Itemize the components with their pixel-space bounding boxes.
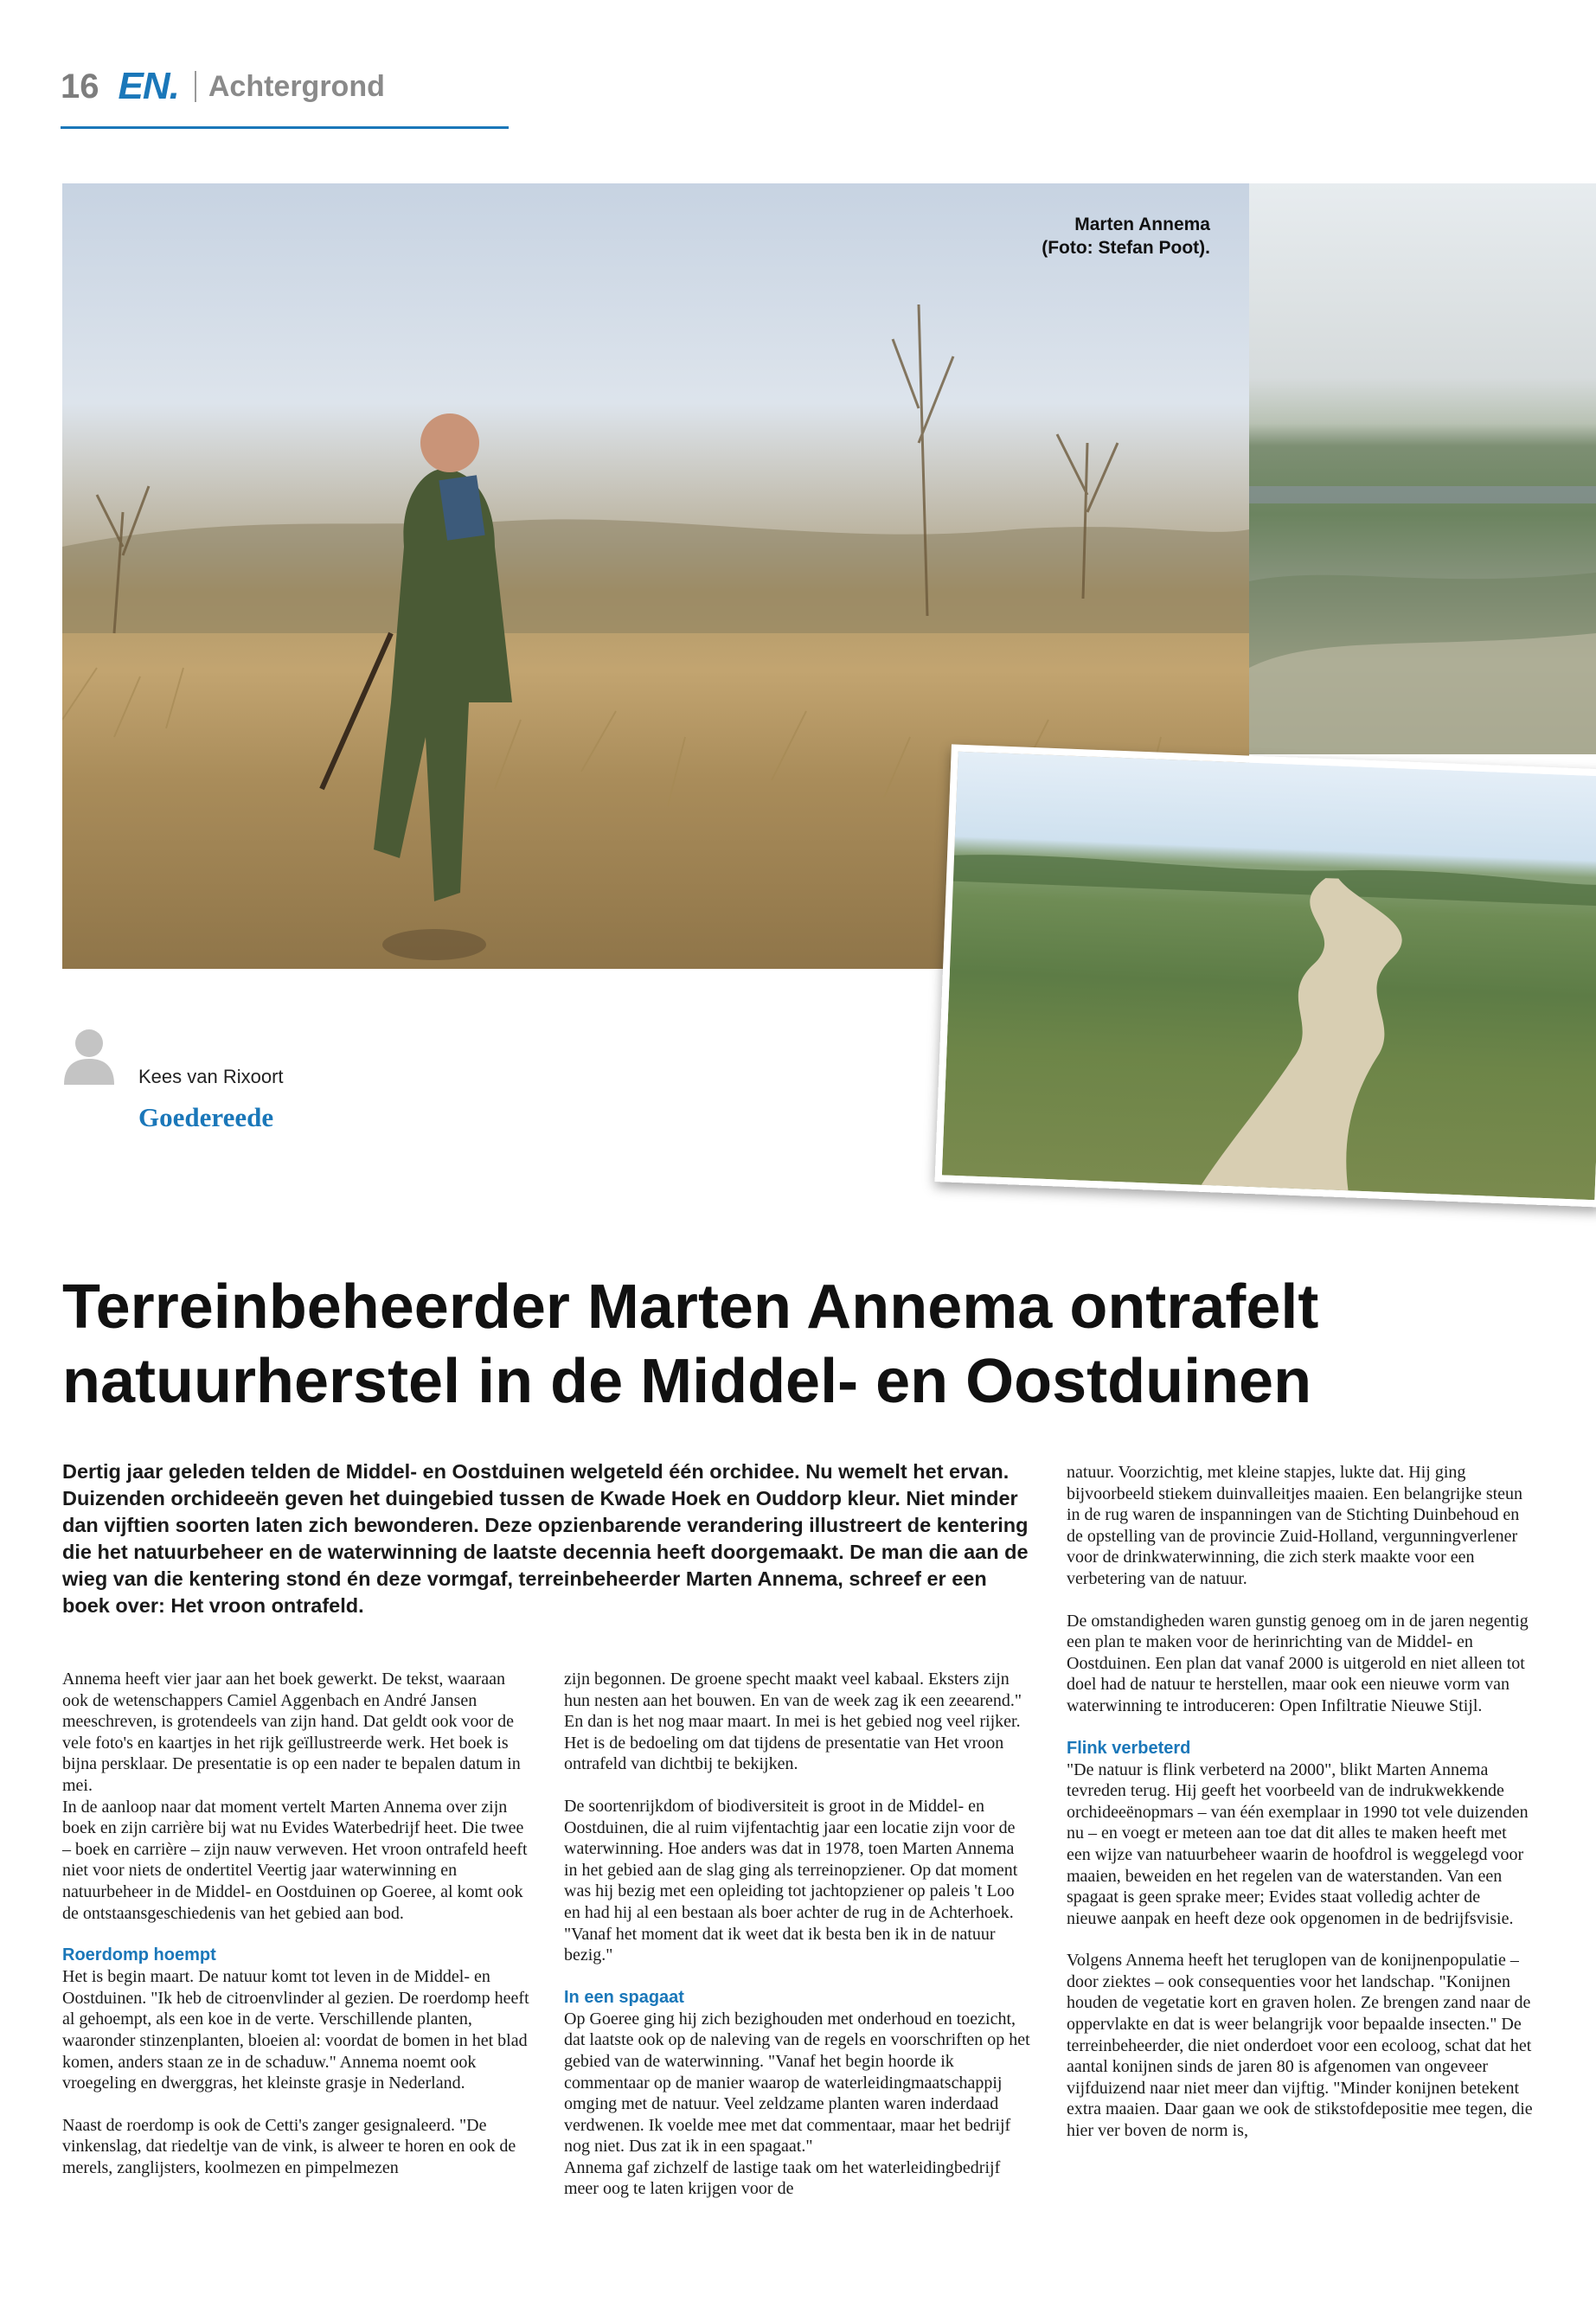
dune-landscape-photo — [1249, 183, 1596, 754]
col1-paragraph-3: Het is begin maart. De natuur komt tot leven in de Middel- en Oostduinen. "Ik heb de citroenvlinder al gezien. De roerdomp heeft al gehoempt, als een koe in de verte. Verschillende planten, waaronder stinzenplanten, bloeien al: voordat de bomen in het blad komen, anders staan ze in de schaduw." Annema noemt ook vroegeling en dwerggras, het kleinste grasje in Nederland. — [62, 1967, 529, 2093]
caption-line-2: (Foto: Stefan Poot). — [1042, 238, 1210, 258]
article-column-1 — [62, 1669, 529, 2199]
col1-paragraph-1: Annema heeft vier jaar aan het boek gewerkt. De tekst, waaraan ook de wetenschappers Camiel Aggenbach en André Jansen meeschreven, is grotendeels van zijn hand. Dat geldt ook voor de vele foto's en kaartjes in het rijk geïllustreerde werk. Het boek is bijna persklaar. De presentatie is op een nader te bepalen datum in mei. — [62, 1670, 521, 1795]
col1-paragraph-2: In de aanloop naar dat moment vertelt Marten Annema over zijn boek en zijn carrière bij wat nu Evides Waterbedrijf heet. Die twee – boek en carrière – zijn nauw verweven. Het vroon ontrafeld heeft niet voor niets de ondertitel Veertig jaar waterwinning en natuurbeheer in de Middel- en Oostduinen op Goeree, al komt ook de ontstaansgeschiedenis van het gebied aan bod. — [62, 1797, 528, 1923]
header-rule — [61, 126, 509, 129]
col3-subheading: Flink verbeterd — [1067, 1738, 1191, 1758]
caption-line-1: Marten Annema — [1074, 215, 1210, 234]
article-column-2 — [564, 1669, 1031, 2221]
publication-logo: EN. — [118, 65, 179, 107]
header-divider — [195, 71, 196, 102]
col3-paragraph-4: Volgens Annema heeft het teruglopen van de konijnenpopulatie – door ziektes – ook consequenties voor het landschap. "Konijnen houden de vegetatie kort en graven holen. Ze brengen zand naar de oppervlakte en dat is weer belangrijk voor bepaalde insecten." De terreinbeheerder, die niet onderdoet voor een ecoloog, schat dat het aantal konijnen sinds de jaren 80 is afgenomen van ongeveer vijfduizend naar niet meer dan vijftig. "Minder konijnen betekent extra maaien. Daar gaan we ook de stikstofdepositie mee tegen, die hier ver boven de norm is, — [1067, 1951, 1533, 2141]
col1-paragraph-4: Naast de roerdomp is ook de Cetti's zanger gesignaleerd. "De vinkenslag, dat riedeltje van de vink, is alweer te horen en ook de merels, zanglijsters, koolmezen en pimpelmezen — [62, 2115, 516, 2177]
col2-paragraph-3: Op Goeree ging hij zich bezighouden met onderhoud en toezicht, dat laatste ook op de naleving van de regels en voorschriften op het gebied van de waterwinning. "Vanaf het begin hoorde ik commentaar op de manier waarop de waterleidingmaatschappij omging met de natuur. Veel zeldzame planten waren inderdaad verdwenen. Ik voelde mee met dat commentaar, maar het bedrijf nog niet. Dus zat ik in een spagaat." — [564, 2009, 1030, 2157]
page-number: 16 — [61, 67, 99, 106]
author-name: Kees van Rixoort — [138, 1066, 284, 1087]
col2-paragraph-1: zijn begonnen. De groene specht maakt veel kabaal. Eksters zijn hun nesten aan het bouwen. En van de week zag ik een zeearend." En dan is het nog maar maart. In mei is het gebied nog veel rijker. Het is de bedoeling om dat tijdens de presentatie van Het vroon ontrafeld van dichtbij te bekijken. — [564, 1670, 1022, 1774]
article-column-3 — [1067, 1462, 1534, 2163]
col2-paragraph-2: De soortenrijkdom of biodiversiteit is groot in de Middel- en Oostduinen, die al ruim vijfentachtig jaar een locatie zijn voor de waterwinning. Hoe anders was dat in 1978, toen Marten Annema in het gebied aan de slag ging als terreinopziener. Op dat moment was hij bezig met een opleiding tot jachtopziener op paleis 't Loo en had hij al een bestaan als boer achter de rug in de Achterhoek. "Vanaf het moment dat ik weet dat ik besta ben ik in de natuur bezig." — [564, 1796, 1018, 1965]
col3-paragraph-1: natuur. Voorzichtig, met kleine stapjes, lukte dat. Hij ging bijvoorbeeld stiekem duinvalleitjes maaien. Een belangrijke steun in de rug waren de inspanningen van de Stichting Duinbehoud en de opstelling van de provincie Zuid-Holland, vergunningverlener voor de drinkwaterwinning, die zich sterk maakte voor een verbetering van de natuur. — [1067, 1463, 1523, 1588]
page-header — [61, 61, 385, 112]
dune-path-illustration — [942, 752, 1596, 1201]
col1-subheading: Roerdomp hoempt — [62, 1945, 216, 1965]
dune-landscape-illustration — [1249, 183, 1596, 754]
person-silhouette-icon — [64, 1028, 114, 1085]
dateline-location: Goedereede — [138, 1102, 274, 1132]
col2-paragraph-4: Annema gaf zichzelf de lastige taak om het waterleidingbedrijf meer oog te laten krijgen voor de — [564, 2157, 1001, 2199]
col3-paragraph-3: "De natuur is flink verbeterd na 2000", blikt Marten Annema tevreden terug. Hij geeft het voorbeeld van de indrukwekkende orchideeënopmars – van één exemplaar in 1990 tot vele duizenden nu – en voegt er meteen aan toe dat dit alles te maken heeft met een wijze van natuurbeheer waarin de hoofdrol is weggelegd voor maaien, beweiden en het regelen van de waterstanden. Van een spagaat is geen sprake meer; Evides staat volledig achter de nieuwe aanpak en heeft deze ook opgenomen in de bedrijfsvisie. — [1067, 1759, 1529, 1928]
col3-paragraph-2: De omstandigheden waren gunstig genoeg om in de jaren negentig een plan te maken voor de herinrichting van de Middel- en Oostduinen. Een plan dat vanaf 2000 is uitgerold en niet alleen tot doel had de natuur te herstellen, maar ook een nieuwe vorm van waterwinning te introduceren: Open Infiltratie Nieuwe Stijl. — [1067, 1611, 1529, 1715]
col2-subheading: In een spagaat — [564, 1987, 684, 2007]
article-lead: Dertig jaar geleden telden de Middel- en Oostduinen welgeteld één orchidee. Nu wemelt het ervan. Duizenden orchideeën geven het duingebied tussen de Kwade Hoek en Ouddorp kleur. Niet minder dan vijftien soorten laten zich bewonderen. Deze opzienbarende verandering illustreert de kentering die het natuurbeheer en de waterwinning de laatste decennia heeft doorgemaakt. De man die aan de wieg van die kentering stond én deze vormgaf, terreinbeheerder Marten Annema, schreef er een boek over: Het vroon ontrafeld. — [62, 1460, 1029, 1617]
dune-path-photo — [935, 744, 1596, 1207]
section-label: Achtergrond — [208, 69, 385, 103]
photo-caption — [1042, 213, 1210, 260]
article-headline: Terreinbeheerder Marten Annema ontrafelt natuurherstel in de Middel- en Oostduinen — [62, 1272, 1319, 1416]
